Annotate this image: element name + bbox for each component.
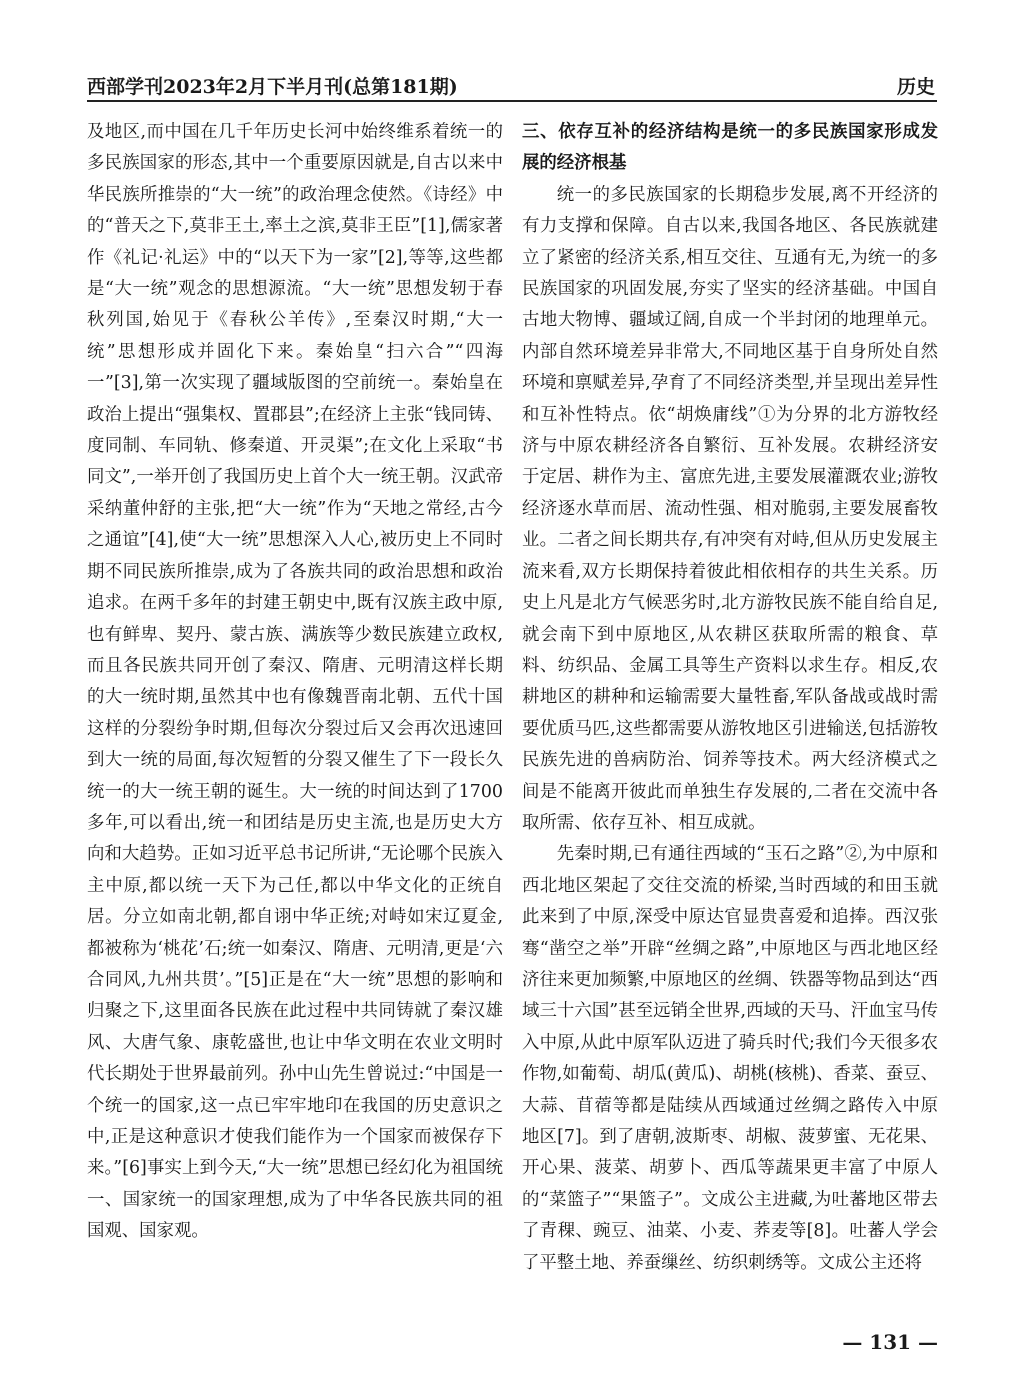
section-heading: 三、依存互补的经济结构是统一的多民族国家形成发展的经济根基 [522,122,938,174]
page-header [87,68,937,100]
section-label: 历史 [896,76,935,98]
left-column [87,117,503,1248]
page-number: — 131 — [842,1330,938,1354]
body-paragraph: 先秦时期,已有通往西域的“玉石之路”②,为中原和西北地区架起了交往交流的桥梁,当时西域的和田玉就此来到了中原,深受中原达官显贵喜爱和追捧。西汉张骞“凿空之举”开辟“丝绸之路”,中原地区与西北地区经济往来更加频繁,中原地区的丝绸、铁器等物品到达“西域三十六国”甚至远销全世界,西域的天马、汗血宝马传入中原,从此中原军队迈进了骑兵时代;我们今天很多农作物,如葡萄、胡瓜(黄瓜)、胡桃(核桃)、香菜、蚕豆、大蒜、苜蓿等都是陆续从西域通过丝绸之路传入中原地区[7]。到了唐朝,波斯枣、胡椒、菠萝蜜、无花果、开心果、菠菜、胡萝卜、西瓜等蔬果更丰富了中原人的“菜篮子”“果篮子”。文成公主进藏,为吐蕃地区带去了青稞、豌豆、油菜、小麦、荞麦等[8]。吐蕃人学会了平整土地、养蚕缫丝、纺织刺绣等。文成公主还将 [522,844,938,1273]
right-column [522,117,938,1279]
body-paragraph: 及地区,而中国在几千年历史长河中始终维系着统一的多民族国家的形态,其中一个重要原因就是,自古以来中华民族所推崇的“大一统”的政治理念使然。《诗经》中的“普天之下,莫非王土,率土之滨,莫非王臣”[1],儒家著作《礼记·礼运》中的“以天下为一家”[2],等等,这些都是“大一统”观念的思想源流。“大一统”思想发轫于春秋列国,始见于《春秋公羊传》,至秦汉时期,“大一统”思想形成并固化下来。秦始皇“扫六合”“四海一”[3],第一次实现了疆域版图的空前统一。秦始皇在政治上提出“强集权、置郡县”;在经济上主张“钱同铸、度同制、车同轨、修秦道、开灵渠”;在文化上采取“书同文”,一举开创了我国历史上首个大一统王朝。汉武帝采纳董仲舒的主张,把“大一统”作为“天地之常经,古今之通谊”[4],使“大一统”思想深入人心,被历史上不同时期不同民族所推崇,成为了各族共同的政治思想和政治追求。在两千多年的封建王朝史中,既有汉族主政中原,也有鲜卑、契丹、蒙古族、满族等少数民族建立政权,而且各民族共同开创了秦汉、隋唐、元明清这样长期的大一统时期,虽然其中也有像魏晋南北朝、五代十国这样的分裂纷争时期,但每次分裂过后又会再次迅速回到大一统的局面,每次短暂的分裂又催生了下一段长久统一的大一统王朝的诞生。大一统的时间达到了1700多年,可以看出,统一和团结是历史主流,也是历史大方向和大趋势。正如习近平总书记所讲,“无论哪个民族入主中原,都以统一天下为己任,都以中华文化的正统自居。分立如南北朝,都自诩中华正统;对峙如宋辽夏金,都被称为‘桃花’石;统一如秦汉、隋唐、元明清,更是‘六合同风,九州共贯’。”[5]正是在“大一统”思想的影响和归聚之下,这里面各民族在此过程中共同铸就了秦汉雄风、大唐气象、康乾盛世,也让中华文明在农业文明时代长期处于世界最前列。孙中山先生曾说过:“中国是一个统一的国家,这一点已牢牢地印在我国的历史意识之中,正是这种意识才使我们能作为一个国家而被保存下来。”[6]事实上到今天,“大一统”思想已经幻化为祖国统一、国家统一的国家理想,成为了中华各民族共同的祖国观、国家观。 [87,122,503,1242]
journal-title: 西部学刊2023年2月下半月刊(总第181期) [87,76,458,98]
header-rule [87,100,937,102]
body-paragraph: 统一的多民族国家的长期稳步发展,离不开经济的有力支撑和保障。自古以来,我国各地区、各民族就建立了紧密的经济关系,相互交往、互通有无,为统一的多民族国家的巩固发展,夯实了坚实的经济基础。中国自古地大物博、疆域辽阔,自成一个半封闭的地理单元。内部自然环境差异非常大,不同地区基于自身所处自然环境和禀赋差异,孕育了不同经济类型,并呈现出差异性和互补性特点。依“胡焕庸线”①为分界的北方游牧经济与中原农耕经济各自繁衍、互补发展。农耕经济安于定居、耕作为主、富庶先进,主要发展灌溉农业;游牧经济逐水草而居、流动性强、相对脆弱,主要发展畜牧业。二者之间长期共存,有冲突有对峙,但从历史发展主流来看,双方长期保持着彼此相依相存的共生关系。历史上凡是北方气候恶劣时,北方游牧民族不能自给自足,就会南下到中原地区,从农耕区获取所需的粮食、草料、纺织品、金属工具等生产资料以求生存。相反,农耕地区的耕种和运输需要大量牲畜,军队备战或战时需要优质马匹,这些都需要从游牧地区引进输送,包括游牧民族先进的兽病防治、饲养等技术。两大经济模式之间是不能离开彼此而单独生存发展的,二者在交流中各取所需、依存互补、相互成就。 [522,184,938,833]
